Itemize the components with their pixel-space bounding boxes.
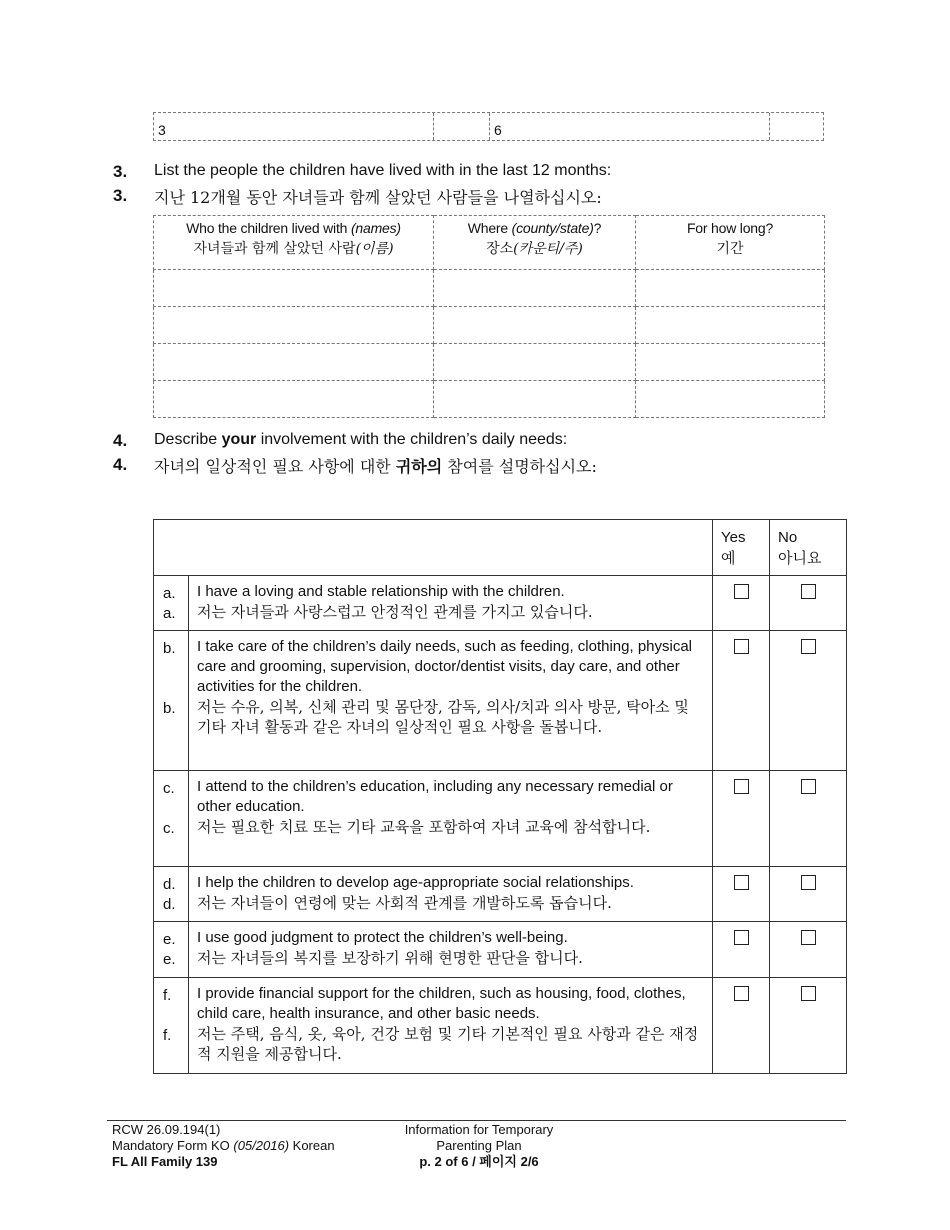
row-letter: f. f. xyxy=(154,978,189,1074)
lived-with-table xyxy=(153,215,825,418)
table-row xyxy=(154,978,847,1074)
form-id: FL All Family 139 xyxy=(112,1154,218,1169)
no-checkbox[interactable] xyxy=(801,875,816,890)
yes-checkbox[interactable] xyxy=(734,584,749,599)
row-description: I use good judgment to protect the children’s well-being. 저는 자녀들의 복지를 보장하기 위해 현명한 판단을 합니다. xyxy=(189,922,713,978)
row-description: I attend to the children’s education, including any necessary remedial or other education. 저는 필요한 치료 또는 기타 교육을 포함하여 자녀 교육에 참석합니다. xyxy=(189,771,713,867)
section-number: 3. xyxy=(113,162,128,181)
footer-divider xyxy=(107,1120,846,1121)
yes-checkbox[interactable] xyxy=(734,779,749,794)
location-field[interactable] xyxy=(434,381,636,418)
table-row xyxy=(154,867,847,922)
section-prompt-en: Describe your involvement with the children’s daily needs: xyxy=(154,431,568,448)
row-letter: a. a. xyxy=(154,576,189,631)
section-number: 4. xyxy=(113,431,128,450)
yes-checkbox[interactable] xyxy=(734,639,749,654)
table-header-row xyxy=(154,216,825,270)
table-row xyxy=(154,307,825,344)
no-checkbox[interactable] xyxy=(801,986,816,1001)
form-version: Mandatory Form KO (05/2016) Korean xyxy=(112,1138,335,1153)
no-checkbox[interactable] xyxy=(801,930,816,945)
section-number: 3. xyxy=(113,186,128,205)
names-field[interactable] xyxy=(154,307,434,344)
duration-field[interactable] xyxy=(636,307,825,344)
column-header-yes: Yes 예 xyxy=(713,520,770,576)
row-description: I have a loving and stable relationship with the children. 저는 자녀들과 사랑스럽고 안정적인 관계를 가지고 있습니다. xyxy=(189,576,713,631)
row-description: I take care of the children’s daily needs, such as feeding, clothing, physical care and grooming, supervision, doctor/dentist visits, day care, and other activities for the children. 저는 수유, 의복, 신체 관리 및 몸단장, 감독, 의사/치과 의사 방문, 탁아소 및 기타 자녀 활동과 같은 자녀의 일상적인 필요 사항을 돌봅니다. xyxy=(189,631,713,771)
continued-table-row xyxy=(153,112,824,141)
names-field[interactable] xyxy=(154,270,434,307)
names-field[interactable] xyxy=(154,381,434,418)
no-checkbox[interactable] xyxy=(801,584,816,599)
table-row xyxy=(154,771,847,867)
section-prompt-en: List the people the children have lived with in the last 12 months: xyxy=(154,162,612,179)
column-header-no: No 아니요 xyxy=(770,520,847,576)
section-number: 4. xyxy=(113,455,128,474)
footer-form-info xyxy=(112,1122,335,1170)
table-row xyxy=(154,576,847,631)
column-header-location: Where (county/state)? 장소(카운티/주) xyxy=(434,216,636,270)
location-field[interactable] xyxy=(434,307,636,344)
table-row xyxy=(154,270,825,307)
duration-field[interactable] xyxy=(636,381,825,418)
table-row xyxy=(154,381,825,418)
row-letter: e. e. xyxy=(154,922,189,978)
yes-checkbox[interactable] xyxy=(734,986,749,1001)
column-header-names: Who the children lived with (names) 자녀들과 함께 살았던 사람(이름) xyxy=(154,216,434,270)
location-field[interactable] xyxy=(434,270,636,307)
table-header-row xyxy=(154,520,847,576)
row-description: I help the children to develop age-appropriate social relationships. 저는 자녀들이 연령에 맞는 사회적 관계를 개발하도록 돕습니다. xyxy=(189,867,713,922)
yes-checkbox[interactable] xyxy=(734,875,749,890)
row-letter: b. b. xyxy=(154,631,189,771)
footer-title: Information for Temporary Parenting Plan p. 2 of 6 / 페이지 2/6 xyxy=(379,1122,579,1170)
names-field[interactable] xyxy=(154,344,434,381)
table-row xyxy=(154,922,847,978)
table-row xyxy=(154,631,847,771)
row-letter: c. c. xyxy=(154,771,189,867)
duration-field[interactable] xyxy=(636,270,825,307)
no-checkbox[interactable] xyxy=(801,779,816,794)
table-row xyxy=(154,344,825,381)
page-number: p. 2 of 6 / 페이지 2/6 xyxy=(419,1154,539,1169)
statute-reference: RCW 26.09.194(1) xyxy=(112,1122,221,1137)
column-header-duration: For how long? 기간 xyxy=(636,216,825,270)
daily-needs-table xyxy=(153,519,847,1074)
row-description: I provide financial support for the children, such as housing, food, clothes, child care, health insurance, and other basic needs. 저는 주택, 음식, 옷, 육아, 건강 보험 및 기타 기본적인 필요 사항과 같은 재정적 지원을 제공합니다. xyxy=(189,978,713,1074)
no-checkbox[interactable] xyxy=(801,639,816,654)
yes-checkbox[interactable] xyxy=(734,930,749,945)
duration-field[interactable] xyxy=(636,344,825,381)
cell-number-left: 3 xyxy=(158,122,166,138)
section-prompt-ko: 지난 12개월 동안 자녀들과 함께 살았던 사람들을 나열하십시오: xyxy=(154,188,602,207)
section-prompt-ko: 자녀의 일상적인 필요 사항에 대한 귀하의 참여를 설명하십시오: xyxy=(154,457,597,476)
location-field[interactable] xyxy=(434,344,636,381)
cell-number-right: 6 xyxy=(494,122,502,138)
row-letter: d. d. xyxy=(154,867,189,922)
